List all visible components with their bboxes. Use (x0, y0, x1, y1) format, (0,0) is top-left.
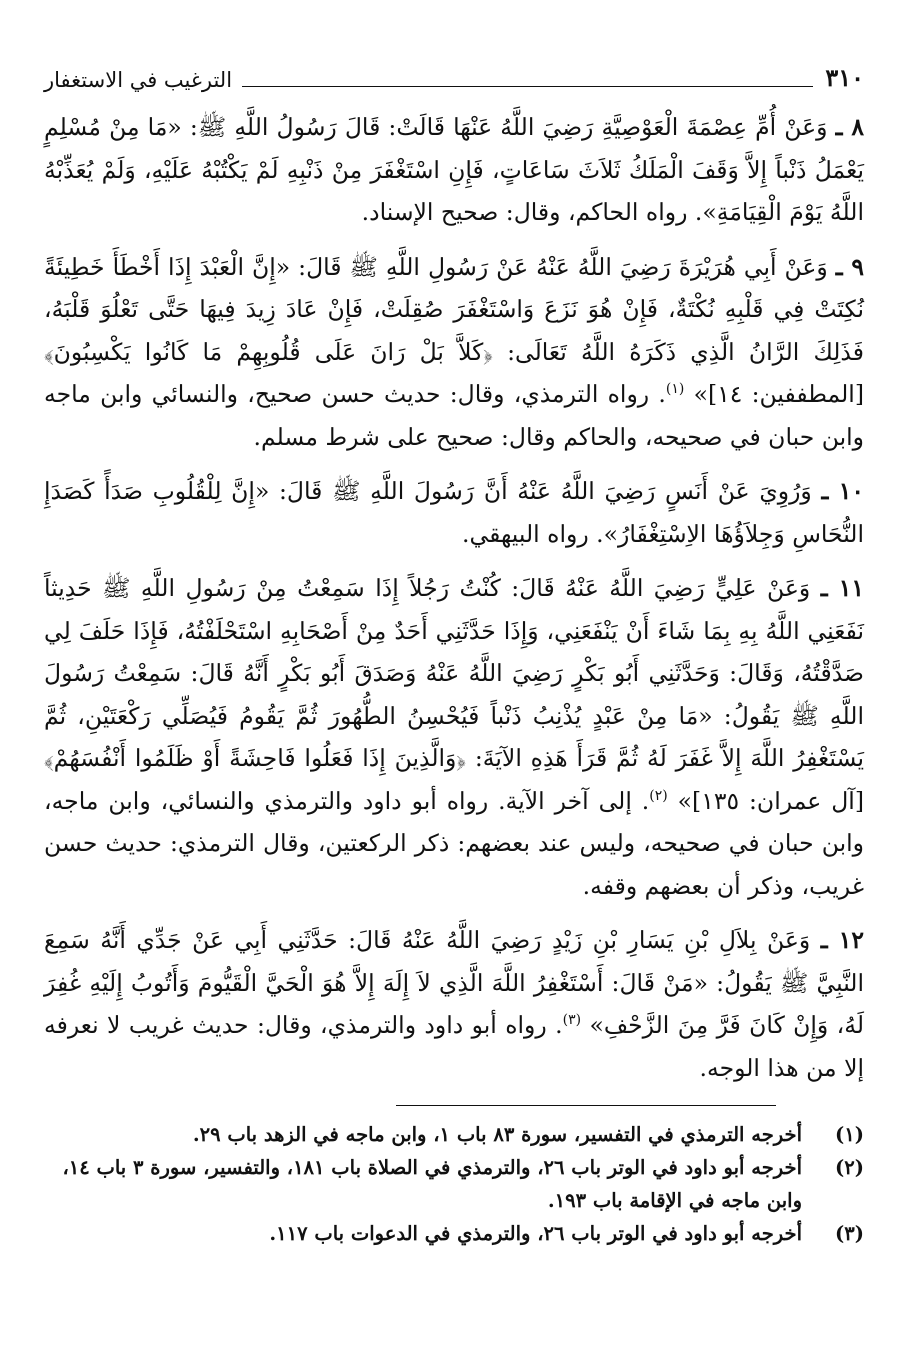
footnote-text: أخرجه أبو داود في الوتر باب ٢٦، والترمذي في الدعوات باب ١١٧. (269, 1222, 802, 1245)
footnotes (44, 1118, 864, 1250)
hadith-number: ١٠ ـ (821, 477, 864, 505)
header-rule (242, 86, 813, 87)
hadith-list (44, 106, 864, 1089)
hadith-10 (44, 470, 864, 555)
hadith-number: ٨ ـ (835, 113, 864, 141)
footnote-reference[interactable]: (٢) (649, 787, 668, 804)
footnote-marker: (٢) (835, 1156, 864, 1179)
footnote-marker: (٣) (835, 1222, 864, 1245)
hadith-narration: . رواه أبو داود والترمذي، وقال: حديث غريب لا نعرفه إلا من هذا الوجه. (44, 1011, 864, 1082)
footnote-reference[interactable]: (٣) (562, 1012, 582, 1029)
hadith-text: وَرُوِيَ عَنْ أَنَسٍ رَضِيَ اللَّهُ عَنْهُ أَنَّ رَسُولَ اللَّهِ ﷺ قَالَ: «إِنَّ لِلْقُلُوبِ صَدَأً كَصَدَإِ النُّحَاسِ وَجِلاَؤُهَا الاِسْتِغْفَارُ». رواه البيهقي. (44, 477, 864, 548)
hadith-text: وَعَنْ بِلاَلِ بْنِ يَسَارِ بْنِ زَيْدٍ رَضِيَ اللَّهُ عَنْهُ قَالَ: حَدَّثَنِي أَبِي عَنْ جَدِّي أَنَّهُ سَمِعَ النَّبِيَّ ﷺ يَقُولُ: «مَنْ قَالَ: أَسْتَغْفِرُ اللَّهَ الَّذِي لاَ إِلَهَ إِلاَّ هُوَ الْحَيَّ الْقَيُّومَ وَأَتُوبُ إِلَيْهِ غُفِرَ لَهُ، وَإِنْ كَانَ فَرَّ مِنَ الزَّحْفِ» (44, 926, 864, 1039)
footnote-separator (396, 1105, 776, 1106)
footnote-3 (44, 1217, 864, 1250)
hadith-number: ٩ ـ (835, 252, 864, 281)
hadith-9 (44, 246, 864, 459)
running-header (44, 58, 864, 92)
hadith-text: وَعَنْ عَلِيٍّ رَضِيَ اللَّهُ عَنْهُ قَالَ: كُنْتُ رَجُلاً إِذَا سَمِعْتُ مِنْ رَسُولِ اللَّهِ ﷺ حَدِيثاً نَفَعَنِي اللَّهُ بِهِ بِمَا شَاءَ أَنْ يَنْفَعَنِي، وَإِذَا حَدَّثَنِي أَحَدٌ مِنْ أَصْحَابِهِ اسْتَحْلَفْتُهُ، فَإِذَا حَلَفَ لِي صَدَّقْتُهُ، وَقَالَ: وَحَدَّثَنِي أَبُو بَكْرٍ رَضِيَ اللَّهُ عَنْهُ وَصَدَقَ أَبُو بَكْرٍ أَنَّهُ قَالَ: سَمِعْتُ رَسُولَ اللَّهِ ﷺ يَقُولُ: «مَا مِنْ عَبْدٍ يُذْنِبُ ذَنْباً فَيُحْسِنُ الطُّهُورَ ثُمَّ يَقُومُ فَيُصَلِّي رَكْعَتَيْنِ، ثُمَّ يَسْتَغْفِرُ اللَّهَ إِلاَّ غَفَرَ لَهُ ثُمَّ قَرَأَ هَذِهِ الآيَةَ: ﴿وَالَّذِينَ إِذَا فَعَلُوا فَاحِشَةً أَوْ ظَلَمُوا أَنْفُسَهُمْ﴾ [آل عمران: ١٣٥]» (44, 574, 864, 815)
footnote-marker: (١) (835, 1123, 864, 1146)
hadith-11 (44, 567, 864, 907)
hadith-narration: . إلى آخر الآية. رواه أبو داود والترمذي والنسائي، وابن ماجه، وابن حبان في صحيحه، وليس عند بعضهم: ذكر الركعتين، وقال الترمذي: حديث حسن غريب، وذكر أن بعضهم وقفه. (44, 786, 864, 900)
footnote-2 (44, 1151, 864, 1217)
hadith-number: ١١ ـ (820, 574, 864, 602)
footnote-reference[interactable]: (١) (665, 381, 685, 398)
hadith-8 (44, 106, 864, 234)
hadith-12 (44, 919, 864, 1089)
hadith-number: ١٢ ـ (820, 926, 864, 954)
hadith-text: وَعَنْ أُمِّ عِصْمَةَ الْعَوْصِيَّةِ رَضِيَ اللَّهُ عَنْهَا قَالَتْ: قَالَ رَسُولُ اللَّهِ ﷺ: «مَا مِنْ مُسْلِمٍ يَعْمَلُ ذَنْباً إِلاَّ وَقَفَ الْمَلَكُ ثَلاَثَ سَاعَاتٍ، فَإِنِ اسْتَغْفَرَ مِنْ ذَنْبِهِ لَمْ يَكْتُبْهُ عَلَيْهِ، وَلَمْ يُعَذِّبْهُ اللَّهُ يَوْمَ الْقِيَامَةِ». رواه الحاكم، وقال: صحيح الإسناد. (44, 113, 864, 226)
footnote-text: أخرجه أبو داود في الوتر باب ٢٦، والترمذي في الصلاة باب ١٨١، والتفسير، سورة ٣ باب ١٤، وابن ماجه في الإقامة باب ١٩٣. (62, 1156, 802, 1212)
page-number: ٣١٠ (825, 63, 864, 92)
hadith-narration: . رواه الترمذي، وقال: حديث حسن صحيح، والنسائي وابن ماجه وابن حبان في صحيحه، والحاكم وقال: صحيح على شرط مسلم. (44, 380, 864, 451)
running-title: الترغيب في الاستغفار (44, 68, 233, 92)
footnote-text: أخرجه الترمذي في التفسير، سورة ٨٣ باب ١، وابن ماجه في الزهد باب ٢٩. (192, 1123, 802, 1146)
footnote-1 (44, 1118, 864, 1151)
hadith-text: وَعَنْ أَبِي هُرَيْرَةَ رَضِيَ اللَّهُ عَنْهُ عَنْ رَسُولِ اللَّهِ ﷺ قَالَ: «إِنَّ الْعَبْدَ إِذَا أَخْطَأَ خَطِيئَةً نُكِتَتْ فِي قَلْبِهِ نُكْتَةٌ، فَإِنْ هُوَ نَزَعَ وَاسْتَغْفَرَ صُقِلَتْ، فَإِنْ عَادَ زِيدَ فِيهَا حَتَّى تَعْلُوَ قَلْبَهُ، فَذَلِكَ الرَّانُ الَّذِي ذَكَرَهُ اللَّهُ تَعَالَى: ﴿كَلاَّ بَلْ رَانَ عَلَى قُلُوبِهِمْ مَا كَانُوا يَكْسِبُونَ﴾ [المطففين: ١٤]» (44, 252, 864, 408)
